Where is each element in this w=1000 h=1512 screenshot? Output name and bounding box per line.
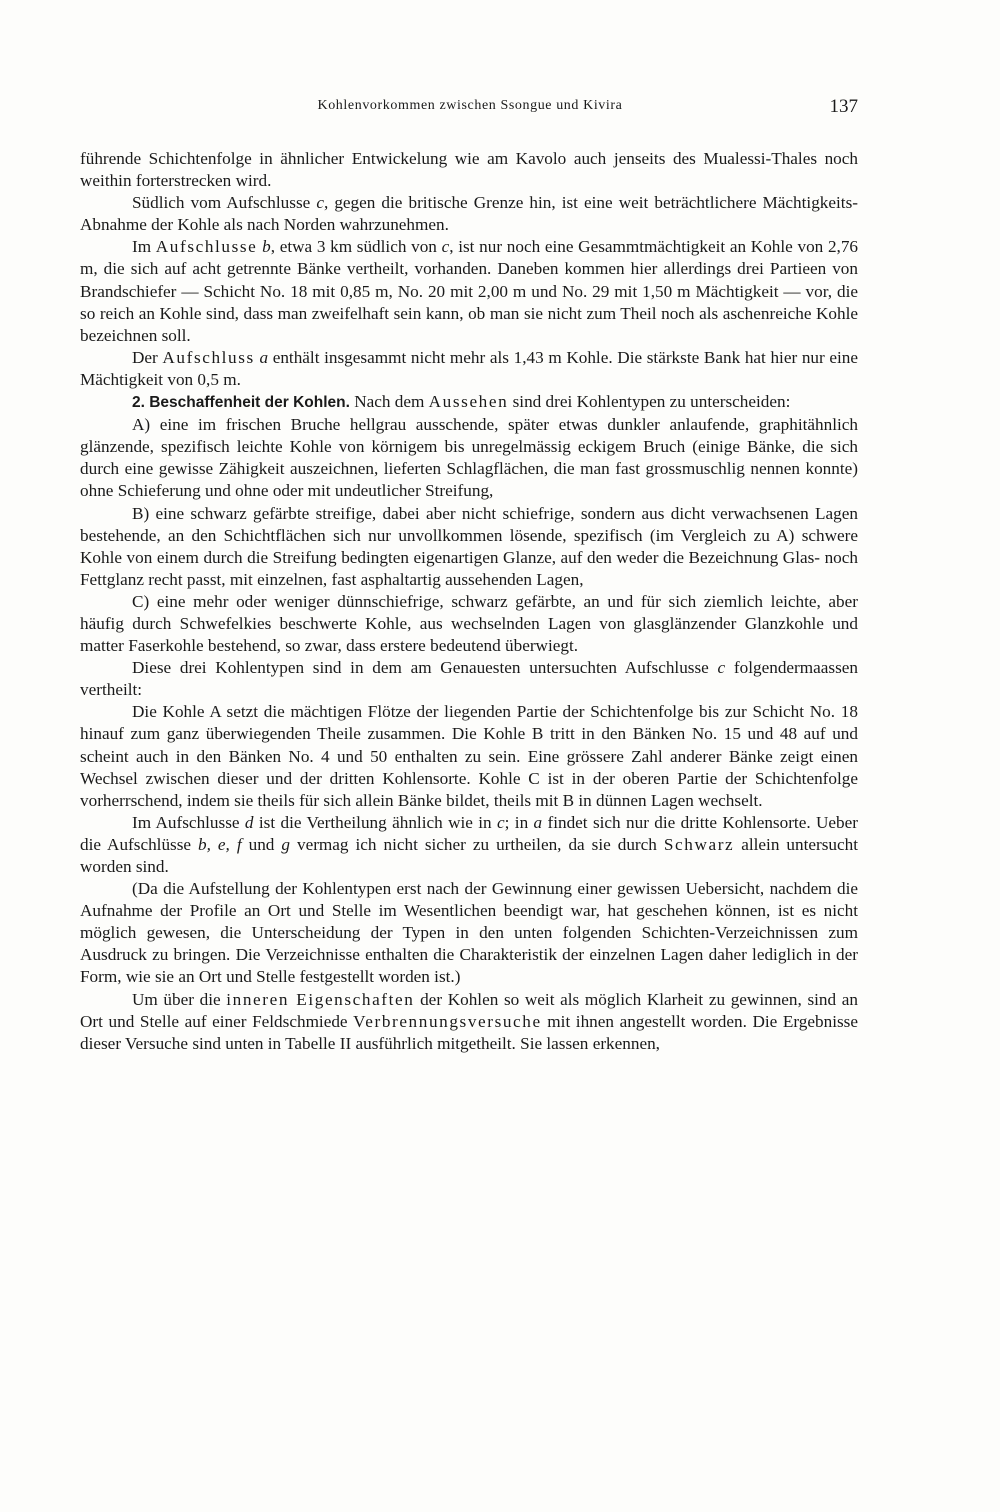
- paragraph-aufschluss-b: Im Aufschlusse b, etwa 3 km südlich von c, ist nur noch eine Gesammtmächtigkeit an Kohle von 2,76 m, die sich auf acht getrennte Bänke vertheilt, vorhanden. Daneben kommen hier allerdings drei Partieen von Brandschiefer — Schicht No. 18 mit 0,85 m, No. 20 mit 2,00 m und No. 29 mit 1,50 m Mächtigkeit — vor, die so reich an Kohle sind, dass man zweifelhaft sein kann, ob man sie nicht zum Theil noch als aschenreiche Kohle bezeichnen soll.: [80, 237, 859, 345]
- running-title: Kohlenvorkommen zwischen Ssongue und Kivira: [317, 98, 623, 113]
- section-title: 2. Beschaffenheit der Kohlen.: [132, 394, 350, 412]
- paragraph-continuation: führende Schichtenfolge in ähnlicher Entwickelung wie am Kavolo auch jenseits des Mualessi-Thales noch weithin forterstrecken wird.: [80, 149, 858, 191]
- body-text: [80, 148, 858, 1055]
- paragraph-suedlich: Südlich vom Aufschlusse c, gegen die britische Grenze hin, ist eine weit beträchtlichere Mächtigkeits-Abnahme der Kohle als nach Norden wahrzunehmen.: [80, 193, 858, 235]
- paragraph-vertheilung: Diese drei Kohlentypen sind in dem am Genauesten untersuchten Aufschlusse c folgendermaassen vertheilt:: [80, 658, 858, 700]
- section-heading-beschaffenheit: 2. Beschaffenheit der Kohlen. Nach dem Aussehen sind drei Kohlentypen zu unterscheiden:: [132, 392, 791, 412]
- paragraph-parenthetical: (Da die Aufstellung der Kohlentypen erst nach der Gewinnung einer gewissen Uebersicht, nachdem die Aufnahme der Profile an Ort und Stelle im Wesentlichen beendigt war, hat geschehen können, ist es nicht möglich gewesen, die Unterscheidung der Typen in den unten folgenden Schichten-Verzeichnissen zum Ausdruck zu bringen. Die Verzeichnisse enthalten die Charakteristik der einzelnen Lagen daher lediglich in der Form, wie sie an Ort und Stelle festgestellt worden ist.): [80, 879, 858, 987]
- paragraph-type-c: C) eine mehr oder weniger dünnschiefrige, schwarz gefärbte, an und für sich ziemlich leichte, aber häufig durch Schwefelkies beschwerte Kohle, aus wechselnden Lagen von glasglänzender Glanzkohle und matter Faserkohle bestehend, so zwar, dass erstere bedeutend überwiegt.: [80, 591, 858, 656]
- paragraph-aufschluss-d: Im Aufschlusse d ist die Vertheilung ähnlich wie in c; in a findet sich nur die dritte Kohlensorte. Ueber die Aufschlüsse b, e, f und g vermag ich nicht sicher zu urtheilen, da sie durch Schwarz allein untersucht worden sind.: [80, 812, 858, 876]
- paragraph-aufschluss-a: Der Aufschluss a enthält insgesammt nicht mehr als 1,43 m Kohle. Die stärkste Bank hat hier nur eine Mächtigkeit von 0,5 m.: [80, 347, 859, 389]
- paragraph-type-b: B) eine schwarz gefärbte streifige, dabei aber nicht schiefrige, sondern aus dicht verwachsenen Lagen bestehende, an den Schichtflächen sich nur unvollkommen lösende, spezifisch (im Vergleich zu A) schwere Kohle von einem durch die Streifung bedingten eigenartigen Glanze, auf den weder die Bezeichnung Glas- noch Fettglanz recht passt, mit einzelnen, fast asphaltartig aussehenden Lagen,: [80, 503, 858, 589]
- paragraph-innere-eigenschaften: Um über die inneren Eigenschaften der Kohlen so weit als möglich Klarheit zu gewinnen, sind an Ort und Stelle auf einer Feldschmiede Verbrennungsversuche mit ihnen angestellt worden. Die Ergebnisse dieser Versuche sind unten in Tabelle II ausführlich mitgetheilt. Sie lassen erkennen,: [80, 989, 858, 1053]
- paragraph-kohle-a: Die Kohle A setzt die mächtigen Flötze der liegenden Partie der Schichtenfolge bis zur Schicht No. 18 hinauf zum ganz überwiegenden Theile zusammen. Die Kohle B tritt in den Bänken No. 15 und 48 auf und scheint auch in den Bänken No. 4 und 50 enthalten zu sein. Eine grössere Zahl anderer Bänke zeigt einen Wechsel zwischen dieser und der dritten Kohlensorte. Kohle C ist in der oberen Partie der Schichtenfolge vorherrschend, indem sie theils für sich allein Bänke bildet, theils mit B in dünnen Lagen wechselt.: [80, 702, 858, 810]
- paragraph-type-a: A) eine im frischen Bruche hellgrau ausschende, später etwas dunkler anlaufende, graphitähnlich glänzende, spezifisch leichte Kohle von körnigem bis unregelmässig eckigem Bruch (einige Bänke, die sich durch eine gewisse Zähigkeit auszeichnen, lieferten Schlagflächen, die man fast grossmuschlig nennen konnte) ohne Schieferung und ohne oder mit undeutlicher Streifung,: [80, 415, 858, 501]
- page-number: 137: [829, 96, 858, 117]
